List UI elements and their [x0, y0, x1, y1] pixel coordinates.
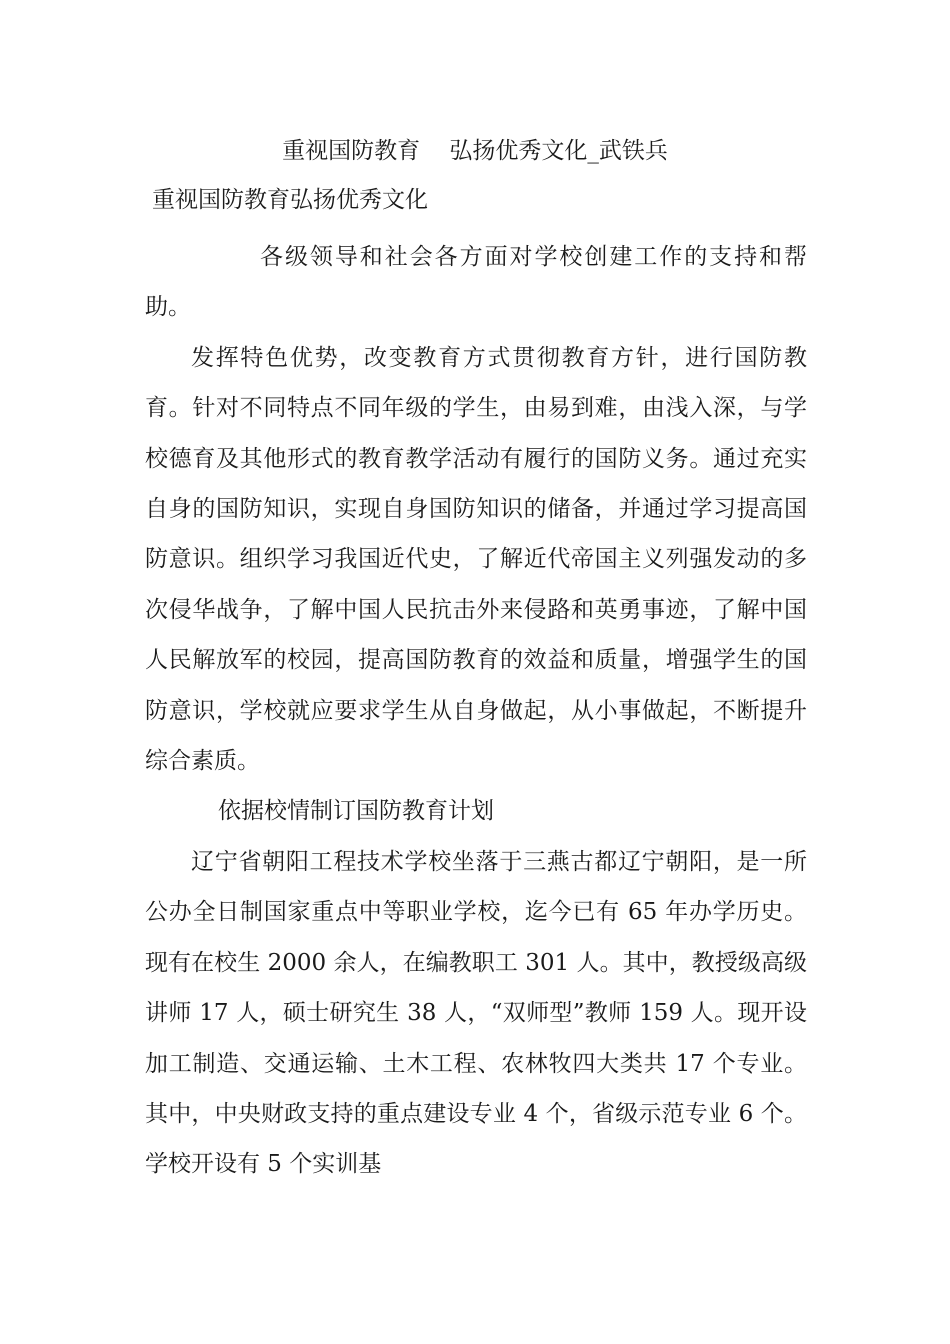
- paragraph-school-intro: 辽宁省朝阳工程技术学校坐落于三燕古都辽宁朝阳，是一所公办全日制国家重点中等职业学校，迄今已有 65 年办学历史。现有在校生 2000 余人，在编教职工 301 人。其中，教授级高级讲师 17 人，硕士研究生 38 人，“双师型”教师 159 人。现开设加工制造、交通运输、土木工程、农林牧四大类共 17 个专业。其中，中央财政支持的重点建设专业 4 个，省级示范专业 6 个。学校开设有 5 个实训基: [145, 848, 807, 1178]
- document-body: [145, 232, 807, 1190]
- paragraph-defense-education: 发挥特色优势，改变教育方式贯彻教育方针，进行国防教育。针对不同特点不同年级的学生，由易到难，由浅入深，与学校德育及其他形式的教育教学活动有履行的国防义务。通过充实自身的国防知识，实现自身国防知识的储备，并通过学习提高国防意识。组织学习我国近代史，了解近代帝国主义列强发动的多次侵华战争，了解中国人民抗击外来侵路和英勇事迹，了解中国人民解放军的校园，提高国防教育的效益和质量，增强学生的国防意识，学校就应要求学生从自身做起，从小事做起，不断提升综合素质。: [145, 344, 807, 775]
- section-heading-plan: 依据校情制订国防教育计划: [218, 798, 494, 825]
- document-subtitle: 重视国防教育弘扬优秀文化: [152, 187, 428, 213]
- document-title: 重视国防教育 弘扬优秀文化_武铁兵: [282, 138, 668, 164]
- paragraph-support: 各级领导和社会各方面对学校创建工作的支持和帮助。: [145, 244, 807, 321]
